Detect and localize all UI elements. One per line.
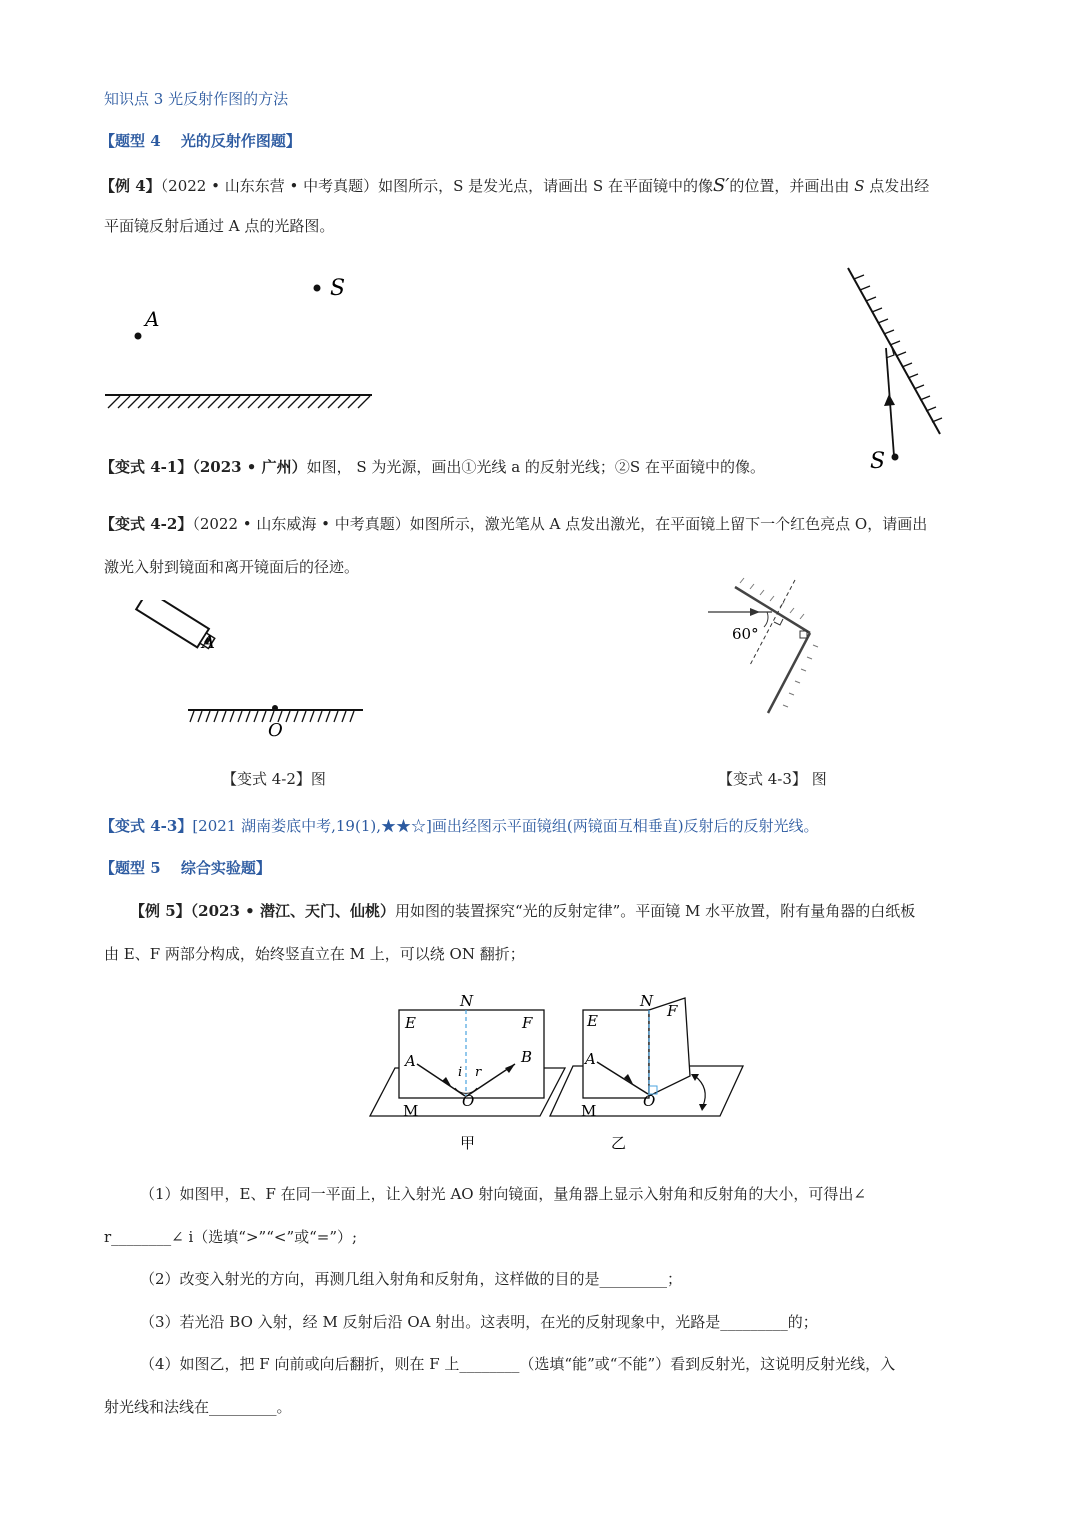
mirror-hatch	[108, 396, 370, 408]
ex5-src: （2023 • 潜江、天门、仙桃）	[190, 902, 395, 920]
point-o	[272, 705, 278, 711]
q4-line2: 射光线和法线在_________。	[104, 1398, 292, 1416]
ex4-tag: 【例 4】	[100, 177, 161, 195]
ex4-text-c: 点发出经	[864, 177, 930, 195]
label-n: N	[460, 992, 474, 1010]
label-n: N	[640, 992, 654, 1010]
q4-line1: （4）如图乙，把 F 向前或向后翻折，则在 F 上________（选填“能”或“不能”）看到反射光，这说明反射光线，入	[140, 1355, 896, 1373]
q1-line2: r________∠ i（选填“>”“<”或“=”）;	[104, 1228, 358, 1246]
label-f: F	[522, 1014, 533, 1032]
label-a: A	[405, 1052, 416, 1070]
v41-figure	[840, 262, 960, 477]
slanted-mirror-hatch	[854, 275, 942, 422]
normal-dashed	[750, 580, 795, 665]
label-m: M	[403, 1102, 419, 1120]
ex4-text-b: 的位置，并画出由	[729, 177, 855, 195]
label-o: O	[268, 720, 283, 741]
slanted-mirror	[848, 268, 940, 434]
right-angle-mark-2	[800, 631, 807, 638]
label-b: B	[521, 1048, 533, 1066]
ex4-line2: 平面镜反射后通过 A 点的光路图。	[104, 217, 335, 235]
v42-caption: 【变式 4-2】图	[222, 770, 326, 788]
caption-jia: 甲	[460, 1134, 476, 1152]
label-s: S	[330, 276, 346, 301]
right-angle-mark-1	[774, 619, 783, 625]
figure-yi	[550, 992, 743, 1120]
ex4-text-a: （2022 • 山东东营 • 中考真题）如图所示，S 是发光点，请画出 S 在平面镜中的像	[160, 177, 713, 195]
v42-line1	[100, 513, 927, 535]
label-a: A	[145, 307, 160, 331]
figure-jia	[370, 992, 565, 1120]
v41-line	[100, 456, 765, 478]
q1-line1: （1）如图甲，E、F 在同一平面上，让入射光 AO 射向镜面，量角器上显示入射角和反射角的大小，可得出∠	[140, 1185, 866, 1203]
v43-caption: 【变式 4-3】 图	[718, 770, 827, 788]
v41-text: 如图， S 为光源，画出①光线 a 的反射光线；②S 在平面镜中的像。	[306, 458, 765, 476]
ray-arrow	[884, 394, 895, 406]
caption-yi: 乙	[611, 1134, 627, 1152]
v41-tag: 【变式 4-1】	[100, 458, 193, 476]
v43-figure	[700, 575, 830, 720]
label-o: O	[462, 1092, 475, 1110]
ex5-line1	[130, 900, 915, 922]
type5-heading: 【题型 5 综合实验题】	[100, 859, 271, 877]
mirror-side	[768, 633, 810, 713]
point-s	[892, 454, 899, 461]
label-s: S	[870, 449, 886, 474]
point-s	[314, 285, 321, 292]
ex5-tag: 【例 5】	[130, 902, 191, 920]
ray-arrow	[750, 608, 760, 616]
label-f: F	[667, 1002, 678, 1020]
q3-line: （3）若光沿 BO 入射，经 M 反射后沿 OA 射出。这表明，在光的反射现象中，光路是_________的；	[140, 1313, 818, 1331]
angle-label: 60°	[732, 625, 759, 643]
point-a	[135, 333, 142, 340]
q2-line: （2）改变入射光的方向，再测几组入射角和反射角，这样做的目的是_________；	[140, 1270, 683, 1288]
label-o: O	[643, 1092, 656, 1110]
ex5-text1: 用如图的装置探究“光的反射定律”。平面镜 M 水平放置，附有量角器的白纸板	[394, 902, 916, 920]
v42-tag: 【变式 4-2】	[100, 515, 193, 533]
ex4-line1	[100, 175, 929, 197]
v41-src: （2023 • 广州）	[192, 458, 307, 476]
v42-text1: （2022 • 山东威海 • 中考真题）如图所示，激光笔从 A 点发出激光，在平面镜上留下一个红色亮点 O，请画出	[192, 515, 928, 533]
ex4-figure	[100, 268, 380, 418]
v43-line	[100, 815, 819, 837]
v43-tag: 【变式 4-3】	[100, 817, 193, 835]
v42-line2: 激光入射到镜面和离开镜面后的径迹。	[104, 558, 360, 576]
label-e: E	[587, 1012, 598, 1030]
angle-arc	[764, 612, 768, 627]
label-a: A	[585, 1050, 596, 1068]
v42-figure	[128, 600, 378, 745]
v43-text: [2021 湖南娄底中考,19(1),★★☆]画出经图示平面镜组(两镜面互相垂直)反射后的反射光线。	[192, 817, 819, 835]
ex5-figure	[365, 988, 750, 1158]
label-a: A	[202, 632, 215, 653]
ex5-line2: 由 E、F 两部分构成，始终竖直立在 M 上，可以绕 ON 翻折；	[104, 945, 525, 963]
label-e: E	[405, 1014, 416, 1032]
ex4-sprime: S′	[712, 175, 730, 196]
ex4-s: S	[854, 177, 865, 195]
label-m: M	[581, 1102, 597, 1120]
section-title: 知识点 3 光反射作图的方法	[104, 90, 289, 108]
label-r: r	[475, 1065, 482, 1080]
type4-heading: 【题型 4 光的反射作图题】	[100, 132, 301, 150]
label-i: i	[458, 1065, 463, 1080]
